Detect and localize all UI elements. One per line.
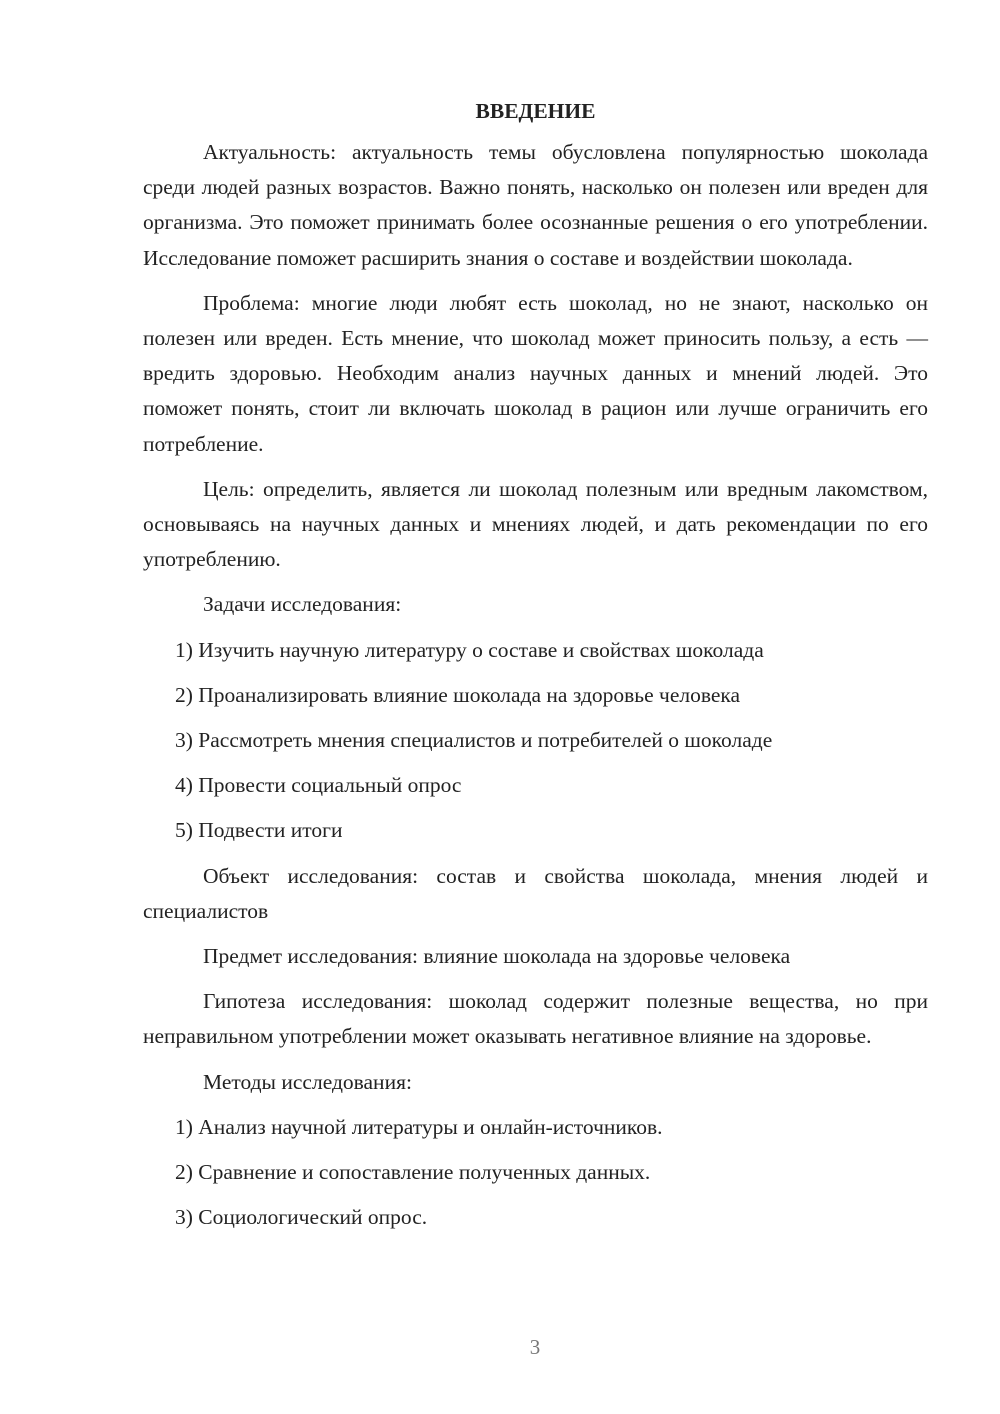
task-item: 4) Провести социальный опрос — [175, 773, 462, 798]
problem-paragraph: Проблема: многие люди любят есть шоколад, но не знают, насколько он полезен или вреден. Есть мнение, что шоколад может приносить пользу, а есть — вредить здоровью. Необходим анализ научных данных и мнений людей. Это поможет понять, стоит ли включать шоколад в рацион или лучше ограничить его потребление. — [143, 290, 928, 456]
document-body — [143, 96, 928, 1245]
hypothesis-paragraph: Гипотеза исследования: шоколад содержит полезные вещества, но при неправильном употреблении может оказывать негативное влияние на здоровье. — [143, 989, 928, 1049]
task-item: 1) Изучить научную литературу о составе и свойствах шоколада — [175, 637, 764, 662]
goal-paragraph: Цель: определить, является ли шоколад полезным или вредным лакомством, основываясь на научных данных и мнениях людей, и дать рекомендации по его употреблению. — [143, 476, 928, 572]
relevance-paragraph: Актуальность: актуальность темы обусловлена популярностью шоколада среди людей разных возрастов. Важно понять, насколько он полезен или вреден для организма. Это поможет принимать более осознанные решения о его употреблении. Исследование поможет расширить знания о составе и воздействии шоколада. — [143, 140, 928, 270]
methods-heading: Методы исследования: — [203, 1069, 412, 1094]
task-item: 3) Рассмотреть мнения специалистов и потребителей о шоколаде — [175, 728, 773, 753]
task-item: 5) Подвести итоги — [175, 818, 343, 843]
page-number: 3 — [529, 1335, 541, 1359]
method-item: 2) Сравнение и сопоставление полученных данных. — [175, 1160, 651, 1185]
tasks-heading: Задачи исследования: — [203, 592, 402, 617]
method-item: 1) Анализ научной литературы и онлайн-источников. — [175, 1114, 663, 1139]
method-item: 3) Социологический опрос. — [175, 1205, 428, 1230]
page-title: ВВЕДЕНИЕ — [475, 99, 596, 123]
subject-paragraph: Предмет исследования: влияние шоколада на здоровье человека — [203, 944, 791, 969]
object-paragraph: Объект исследования: состав и свойства шоколада, мнения людей и специалистов — [143, 863, 928, 923]
task-item: 2) Проанализировать влияние шоколада на здоровье человека — [175, 682, 741, 707]
